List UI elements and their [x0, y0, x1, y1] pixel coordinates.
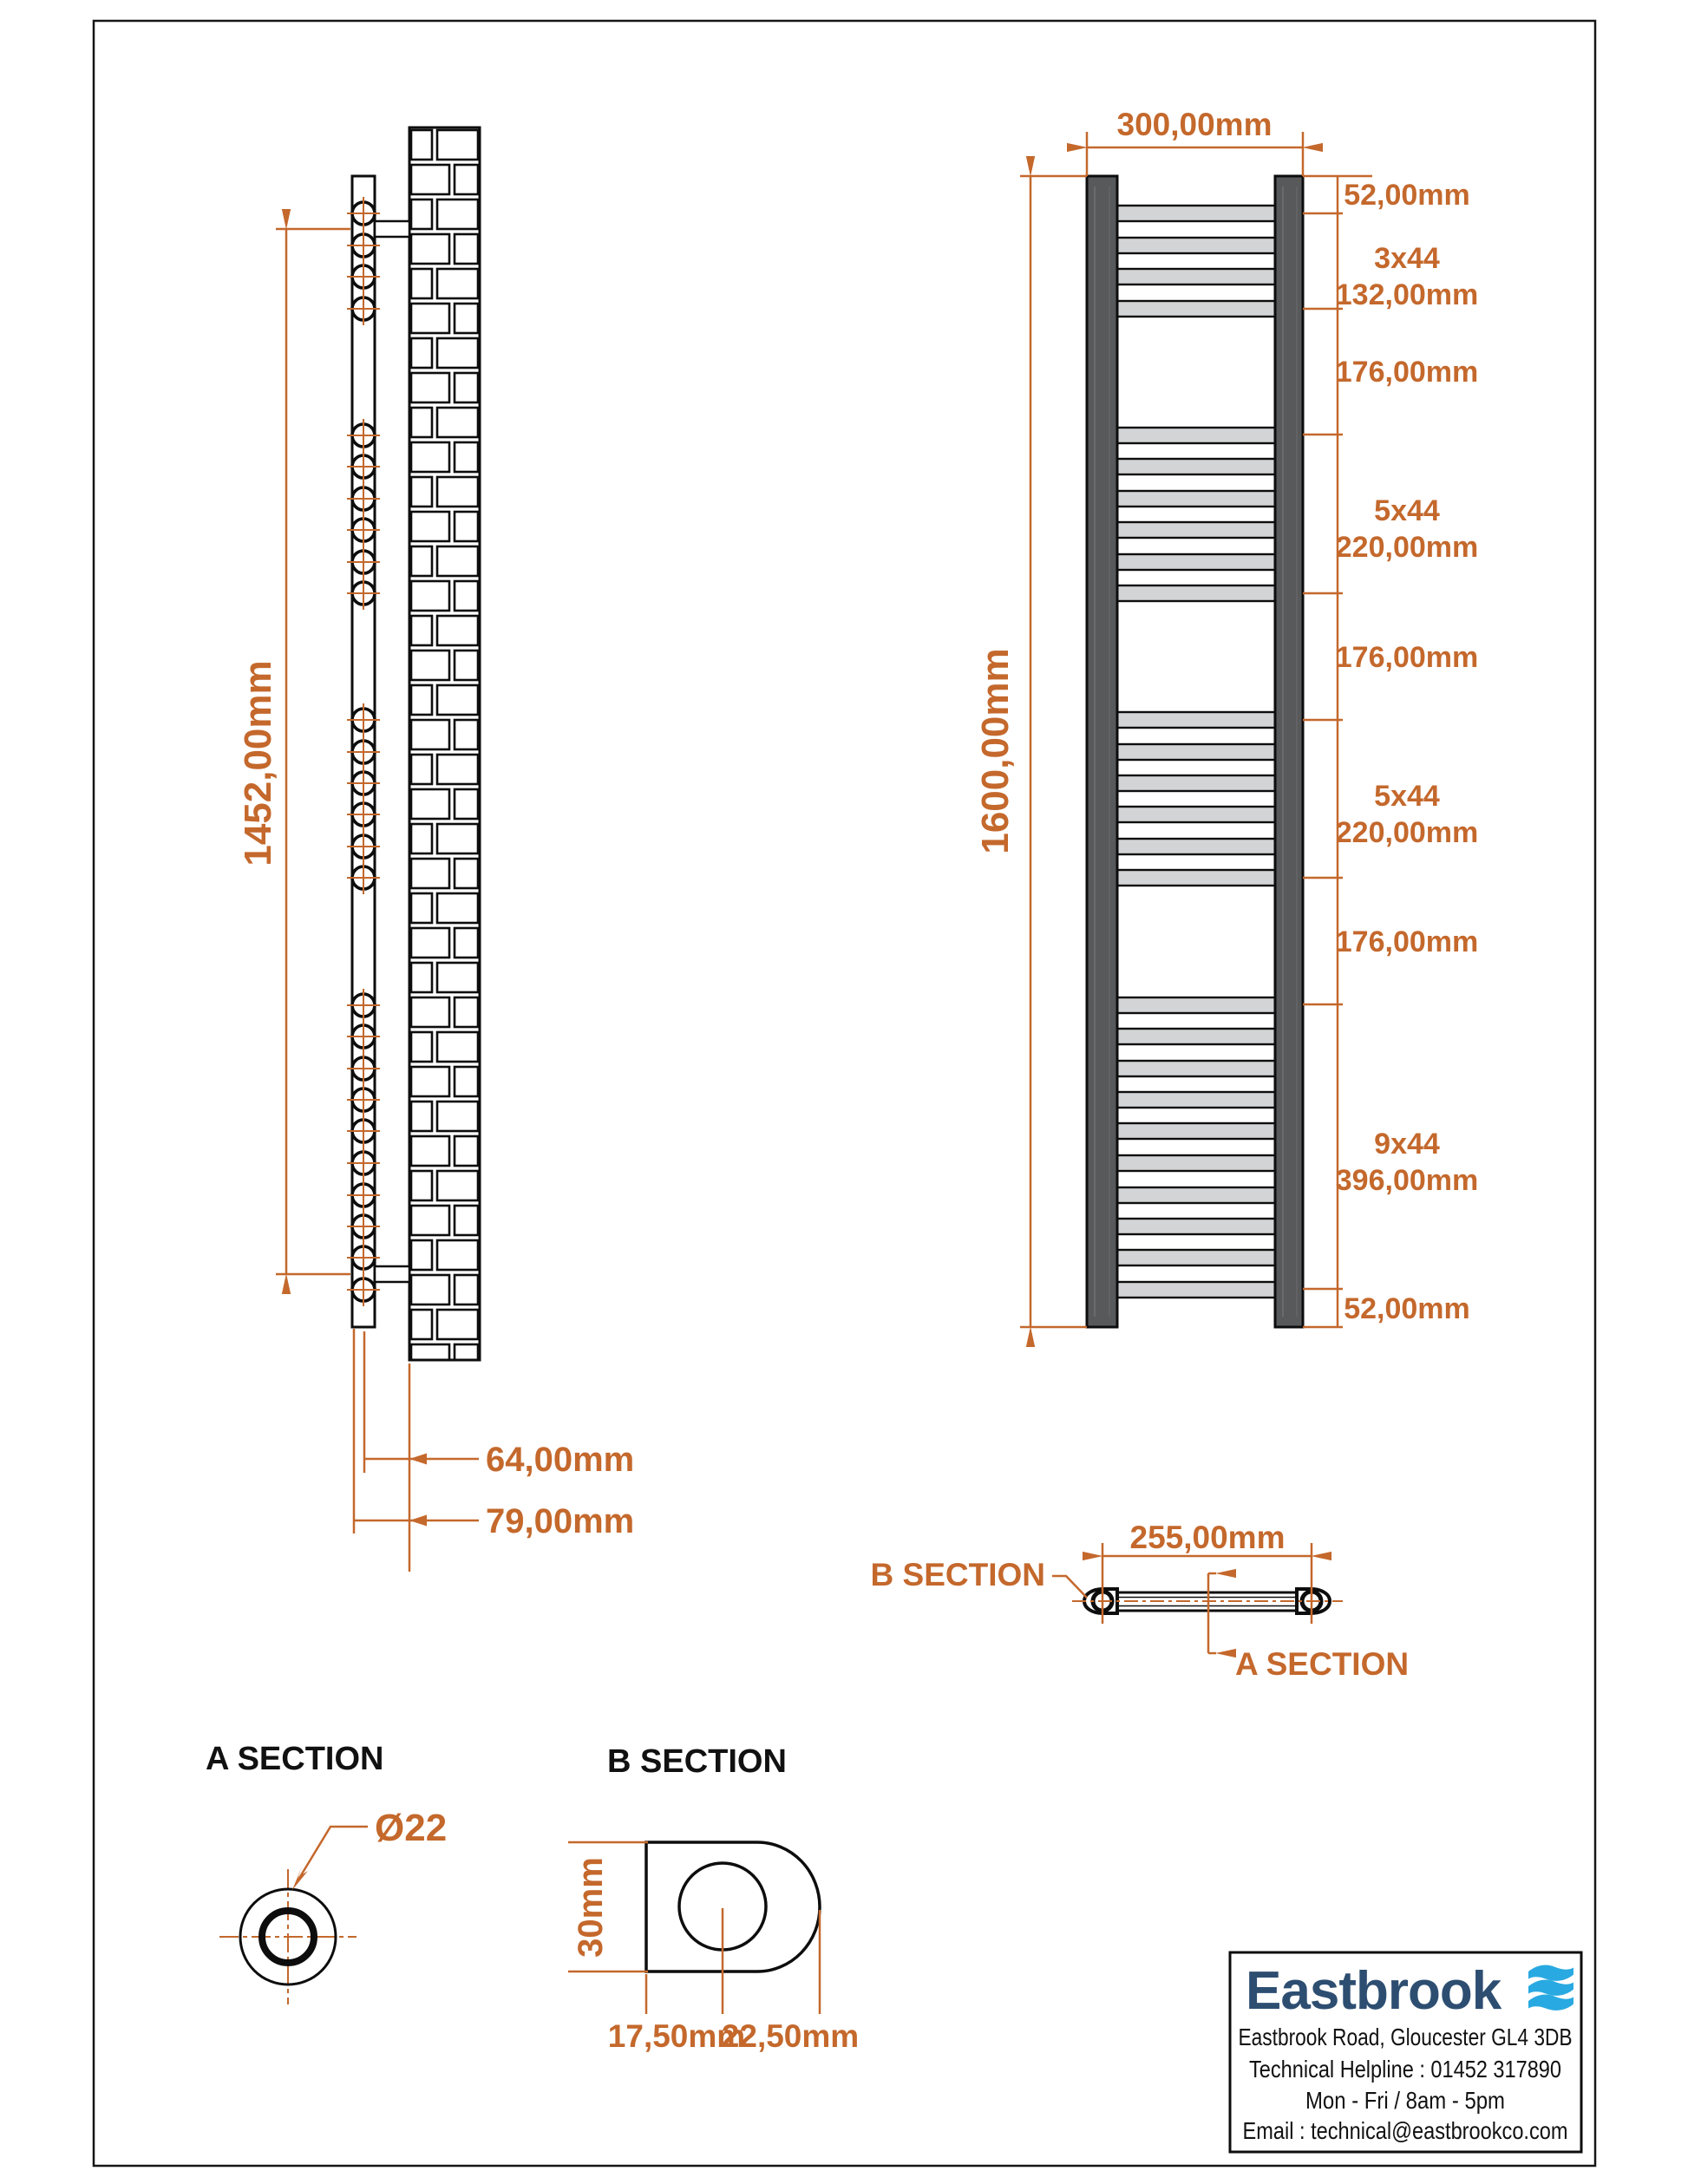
chain-label-3a: 5x44: [1374, 494, 1440, 527]
front-width-dim-label: 300,00mm: [1116, 107, 1273, 142]
brick-wall: [409, 128, 480, 1360]
section-a-title: A SECTION: [206, 1741, 384, 1777]
offset-edge-label: 79,00mm: [486, 1502, 635, 1540]
plan-width-dim-label: 255,00mm: [1129, 1520, 1286, 1555]
b-height-label: 30mm: [572, 1857, 610, 1958]
wall-bracket-bottom: [375, 1266, 409, 1282]
chain-label-2: 176,00mm: [1335, 356, 1479, 389]
chain-label-5b: 220,00mm: [1335, 816, 1479, 849]
chain-label-1b: 132,00mm: [1335, 278, 1479, 311]
d-profile-outline: [646, 1842, 820, 1971]
side-height-dim-label: 1452,00mm: [237, 660, 279, 866]
chain-label-1a: 3x44: [1374, 242, 1440, 275]
chain-label-7a: 9x44: [1374, 1128, 1440, 1161]
logo-helpline: Technical Helpline : 01452 317890: [1249, 2056, 1561, 2083]
wall-bracket-top: [375, 221, 409, 237]
front-height-dim-label: 1600,00mm: [974, 648, 1017, 854]
a-section-callout-label: A SECTION: [1235, 1646, 1410, 1682]
section-b-title: B SECTION: [607, 1743, 787, 1780]
diameter-label: Ø22: [375, 1807, 448, 1849]
chain-label-3b: 220,00mm: [1335, 531, 1479, 564]
chain-label-6: 176,00mm: [1335, 925, 1479, 958]
b-center-offset-label: 17,50mm: [607, 2018, 746, 2054]
b-section-callout-label: B SECTION: [870, 1557, 1045, 1592]
logo-box: [1230, 1952, 1581, 2152]
eastbrook-flag-icon: [1528, 1965, 1574, 2011]
offset-center-label: 64,00mm: [486, 1441, 635, 1479]
logo-email: Email : technical@eastbrookco.com: [1242, 2117, 1568, 2144]
chain-label-4: 176,00mm: [1335, 641, 1479, 674]
chain-label-8: 52,00mm: [1344, 1292, 1470, 1325]
brand-logotype: Eastbrook: [1246, 1961, 1502, 2021]
chain-label-7b: 396,00mm: [1335, 1164, 1479, 1197]
logo-address: Eastbrook Road, Gloucester GL4 3DB: [1238, 2024, 1573, 2050]
chain-label-5a: 5x44: [1374, 780, 1440, 813]
chain-label-0: 52,00mm: [1344, 179, 1470, 212]
logo-hours: Mon - Fri / 8am - 5pm: [1305, 2087, 1505, 2114]
b-radius-offset-label: 22,50mm: [721, 2018, 860, 2054]
